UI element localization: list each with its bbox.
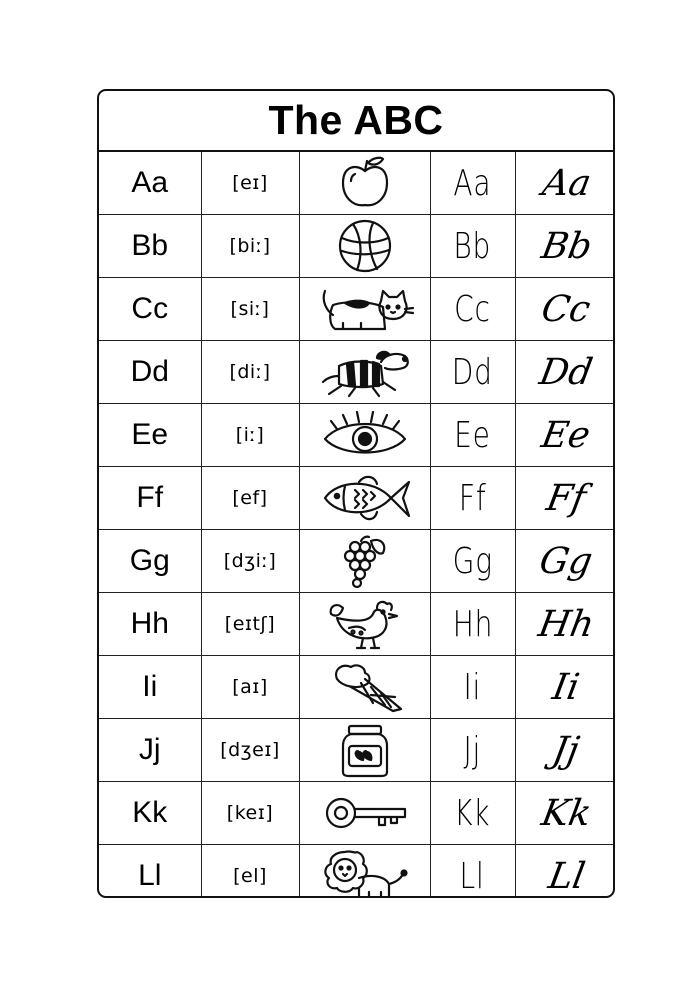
print-letter: Cc: [454, 288, 491, 330]
letter-cell: Ee: [131, 418, 169, 451]
page-title: The ABC: [99, 91, 613, 152]
cat-icon: [299, 278, 430, 341]
fish-icon: [299, 467, 430, 530]
cursive-letter: Ll: [544, 855, 588, 897]
cursive-letter: Kk: [538, 792, 595, 834]
table-row: [99, 341, 615, 404]
ipa-cell: [el]: [233, 865, 267, 887]
jam-icon: [299, 719, 430, 782]
ipa-cell: [keɪ]: [226, 802, 274, 824]
table-row: [99, 719, 615, 782]
table-row: [99, 845, 615, 899]
table-row: [99, 467, 615, 530]
cursive-letter: Ii: [549, 666, 583, 708]
hen-icon: [299, 593, 430, 656]
print-letter: Aa: [453, 162, 492, 204]
print-letter: Gg: [452, 540, 493, 582]
ipa-cell: [diː]: [229, 361, 271, 383]
table-row: [99, 404, 615, 467]
print-letter: Ee: [454, 414, 491, 456]
cursive-letter: Ee: [538, 414, 594, 456]
print-letter: Ff: [458, 477, 487, 519]
letter-cell: Dd: [130, 355, 169, 388]
table-row: [99, 656, 615, 719]
print-letter: Hh: [452, 603, 493, 645]
key-icon: [299, 782, 430, 845]
letter-cell: Jj: [138, 733, 161, 766]
cursive-letter: Jj: [549, 729, 583, 771]
cursive-letter: Hh: [535, 603, 598, 645]
grapes-icon: [299, 530, 430, 593]
letter-cell: Ll: [138, 859, 162, 892]
lion-icon: [299, 845, 430, 899]
letter-cell: Gg: [129, 544, 170, 577]
table-row: [99, 530, 615, 593]
abc-chart: [97, 89, 615, 898]
table-row: [99, 782, 615, 845]
ipa-cell: [dʒiː]: [223, 550, 277, 572]
cursive-letter: Gg: [536, 540, 596, 582]
ipa-cell: [dʒeɪ]: [220, 739, 280, 761]
ipa-cell: [eɪ]: [232, 172, 268, 194]
ice-cream-icon: [299, 656, 430, 719]
table-row: [99, 593, 615, 656]
ipa-cell: [eɪtʃ]: [224, 613, 276, 635]
letter-cell: Cc: [131, 292, 169, 325]
print-letter: Jj: [463, 729, 482, 771]
table-row: [99, 215, 615, 278]
ipa-cell: [ef]: [232, 487, 268, 509]
print-letter: Kk: [454, 792, 491, 834]
print-letter: Ii: [463, 666, 482, 708]
apple-icon: [299, 152, 430, 215]
cursive-letter: Aa: [538, 162, 594, 204]
letter-cell: Ff: [136, 481, 164, 514]
cursive-letter: Ff: [543, 477, 590, 519]
ipa-cell: [siː]: [230, 298, 270, 320]
cursive-letter: Dd: [536, 351, 596, 393]
letter-cell: Kk: [132, 796, 168, 829]
cursive-letter: Bb: [537, 225, 595, 267]
letter-cell: Aa: [131, 166, 169, 199]
print-letter: Dd: [451, 351, 493, 393]
print-letter: Ll: [459, 855, 486, 897]
letter-cell: Hh: [130, 607, 169, 640]
ipa-cell: [biː]: [229, 235, 271, 257]
ipa-cell: [aɪ]: [232, 676, 268, 698]
letter-cell: Ii: [142, 670, 158, 703]
alphabet-table: [99, 152, 615, 898]
dog-icon: [299, 341, 430, 404]
ipa-cell: [iː]: [235, 424, 265, 446]
print-letter: Bb: [453, 225, 492, 267]
table-row: [99, 152, 615, 215]
eye-icon: [299, 404, 430, 467]
cursive-letter: Cc: [538, 288, 594, 330]
table-row: [99, 278, 615, 341]
ball-icon: [299, 215, 430, 278]
letter-cell: Bb: [131, 229, 169, 262]
